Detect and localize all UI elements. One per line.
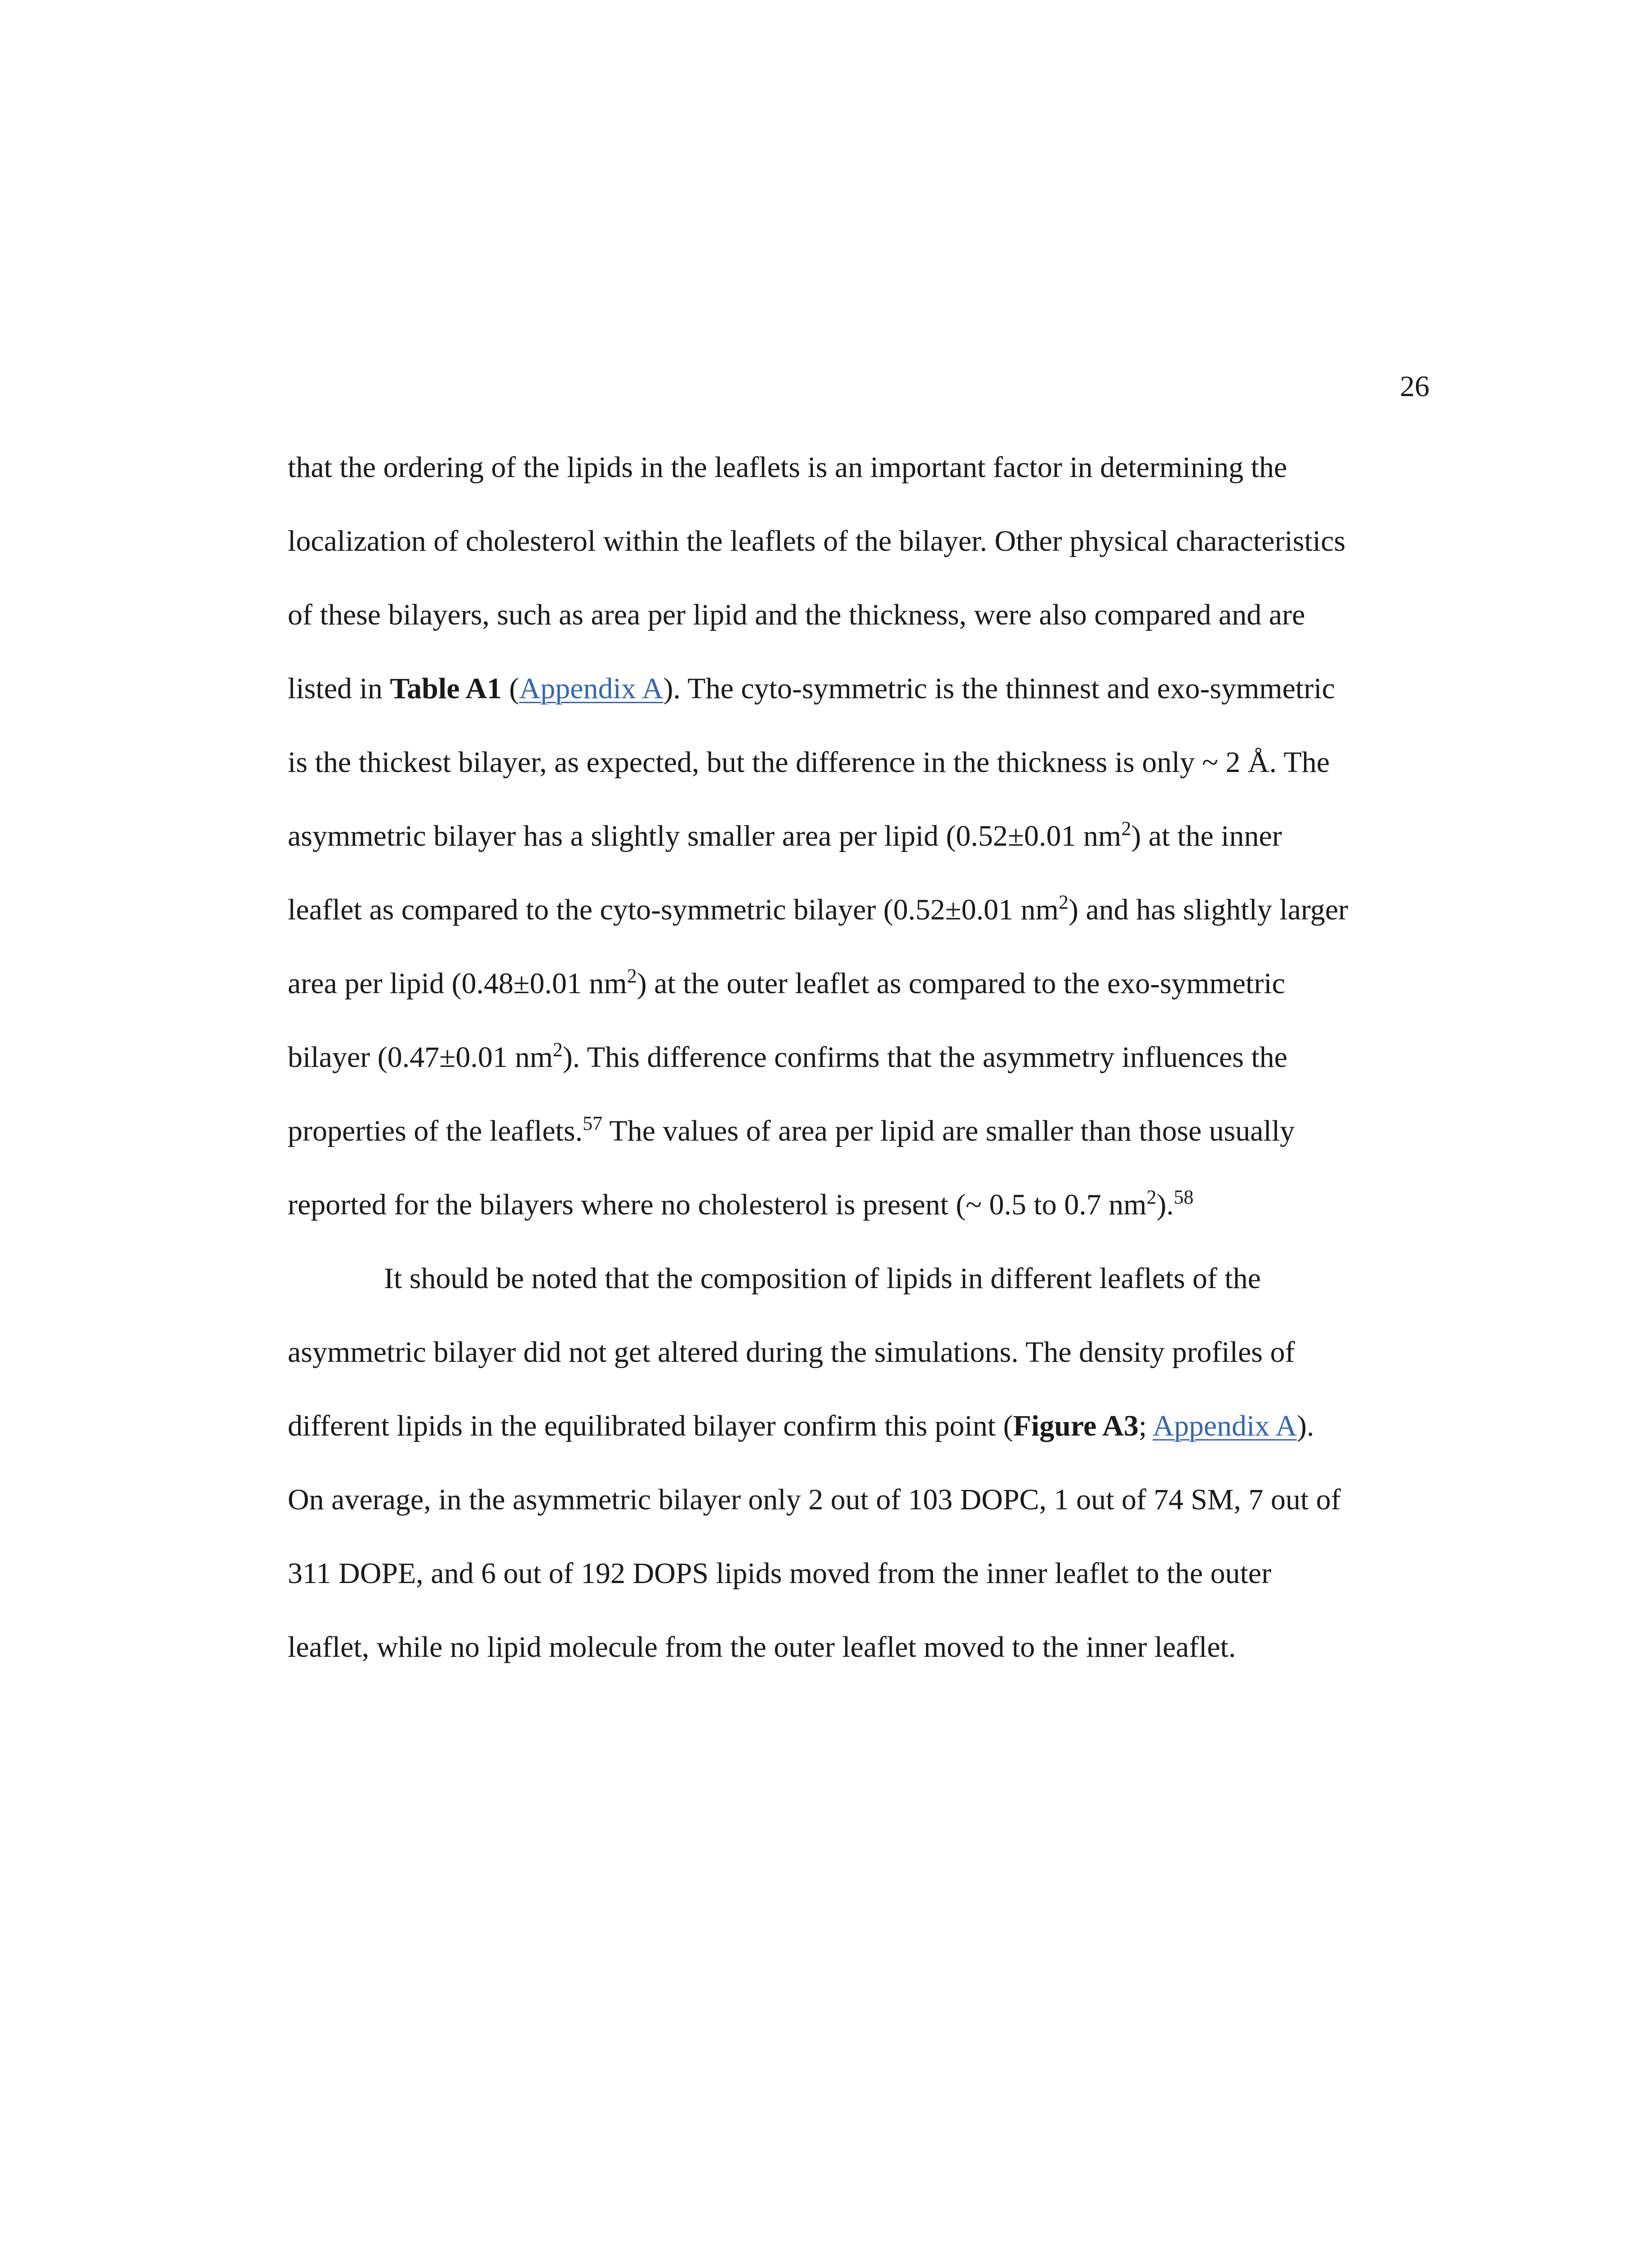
text-line: localization of cholesterol within the leaflets of the bilayer. Other physical characteristics [288,525,1346,558]
text-line: reported for the bilayers where no cholesterol is present (~ 0.5 to 0.7 $nm^2).^{58}$ [288,1186,1194,1221]
text-line: asymmetric bilayer has a slightly smaller area per lipid (0.52±0.01 $nm^2$) at the inner [288,817,1282,852]
superscript: 2 [552,1039,563,1061]
text-line: different lipids in the equilibrated bilayer confirm this point (Figure A3; Appendix A). [288,1409,1314,1442]
page-number: 26 [1400,370,1429,403]
text-line: listed in Table A1 (Appendix A). The cyto-symmetric is the thinnest and exo-symmetric [288,672,1335,705]
text-line: properties of the leaflets.$^{57}$ The values of area per lipid are smaller than those usually [288,1112,1295,1147]
superscript: 2 [1121,817,1131,839]
superscript: 2 [1059,891,1069,913]
text-line: that the ordering of the lipids in the leaflets is an important factor in determining the [288,451,1287,484]
appendix-a-link[interactable]: Appendix A [519,672,663,705]
text-line: leaflet as compared to the cyto-symmetric bilayer (0.52±0.01 $nm^2$) and has slightly larger [288,891,1348,926]
text-line: of these bilayers, such as area per lipid and the thickness, were also compared and are [288,598,1305,631]
citation-superscript: 57 [583,1112,603,1134]
text-line: bilayer (0.47±0.01 $nm^2$). This difference confirms that the asymmetry influences the [288,1039,1287,1074]
superscript: 2 [627,965,637,987]
body-text [288,450,1438,1703]
citation-superscript: 58 [1174,1186,1194,1208]
text-line: area per lipid (0.48±0.01 $nm^2$) at the outer leaflet as compared to the exo-symmetric [288,965,1285,1000]
text-line: is the thickest bilayer, as expected, but the difference in the thickness is only ~ 2 Å. The [288,746,1330,779]
appendix-a-link[interactable]: Appendix A [1153,1409,1297,1442]
table-a1-reference: Table A1 [390,672,502,705]
text-line: asymmetric bilayer did not get altered during the simulations. The density profiles of [288,1336,1295,1369]
figure-a3-reference: Figure A3 [1013,1409,1139,1442]
text-line: On average, in the asymmetric bilayer only 2 out of 103 DOPC, 1 out of 74 SM, 7 out of [288,1483,1341,1516]
text-line: leaflet, while no lipid molecule from the outer leaflet moved to the inner leaflet. [288,1631,1236,1664]
text-line: 311 DOPE, and 6 out of 192 DOPS lipids moved from the inner leaflet to the outer [288,1557,1272,1590]
superscript: 2 [1146,1186,1157,1208]
text-line: It should be noted that the composition of lipids in different leaflets of the [384,1262,1261,1295]
